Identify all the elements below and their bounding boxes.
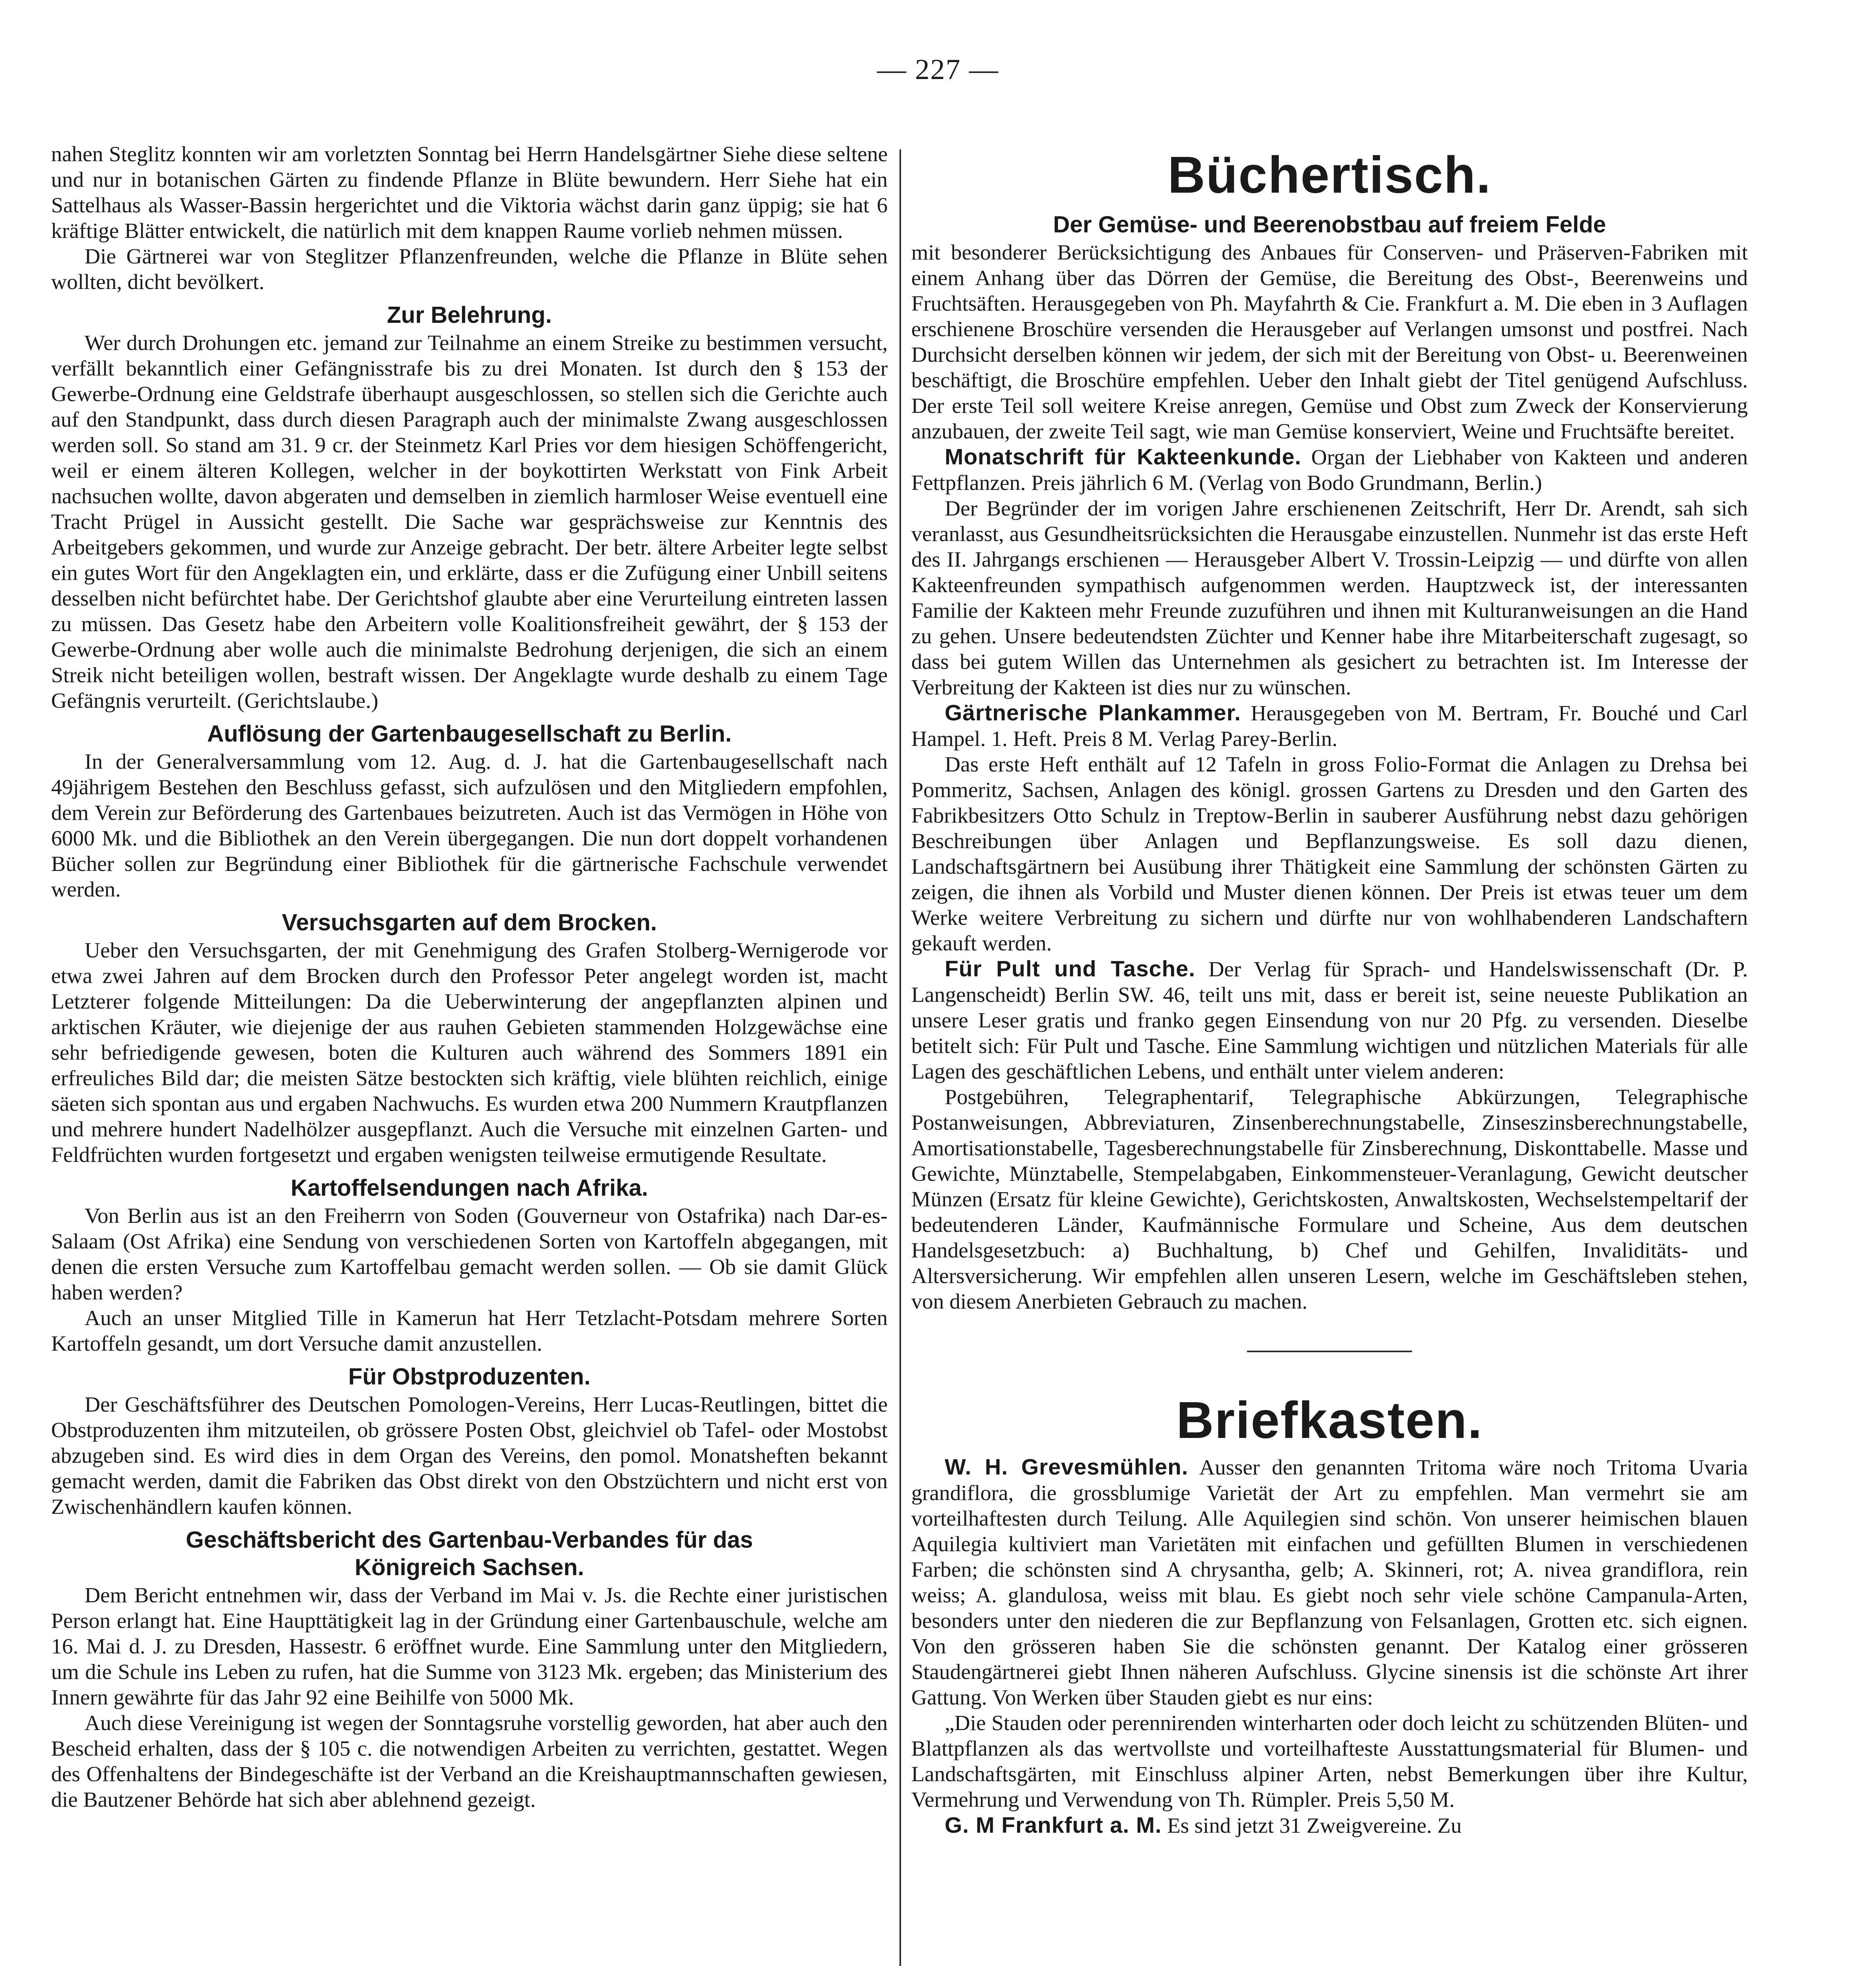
book-entry-title: Für Pult und Tasche.: [945, 956, 1195, 981]
section-paragraph: Ueber den Versuchsgarten, der mit Genehmigung des Grafen Stolberg-Wernigerode vor etwa zwei Jahren auf dem Brocken durch den Professor Peter angelegt worden ist, macht Letzterer folgende Mitteilungen: Da die Ueberwinterung der angepflanzten alpinen und arktischen Kräuter, wie diejenige der aus rauhen Gebieten stammenden Holzgewächse eine sehr befriedigende gewesen, boten die Kulturen auch während des Sommers 1891 ein erfreuliches Bild dar; die meisten Sätze bestockten sich kräftig, viele blühten reichlich, einige säeten sich spontan aus und ergaben Nachwuchs. Es wurden etwa 200 Nummern Krautpflanzen und mehrere hundert Nadelhölzer ausgepflanzt. Auch die Versuche mit einzelnen Garten- und Feldfrüchten wurden fortgesetzt und ergaben wenigsten teilweise ermutigende Resultate.: [51, 939, 888, 1167]
book-entry: [911, 700, 1748, 752]
page-number: — 227 —: [877, 53, 999, 86]
book-entry: [911, 956, 1748, 1084]
book-paragraph: Postgebühren, Telegraphentarif, Telegraphische Abkürzungen, Telegraphische Postanweisungen, Abbreviaturen, Zinsenberechnungstabelle, Zinseszinsberechnungstabelle, Amortisationstabelle, Tagesberechnungstabelle für Zinsberechnung, Diskonttabelle. Masse und Gewichte, Münztabelle, Stempelabgaben, Einkommensteuer-Veranlagung, Gewicht deutscher Münzen (Ersatz für kleine Gewichte), Gerichtskosten, Anwaltskosten, Wechselstempeltarif der bedeutenderen Länder, Kaufmännische Formulare und Scheine, Aus dem deutschen Handelsgesetzbuch: a) Buchhaltung, b) Chef und Gehilfen, Invaliditäts- und Altersversicherung. Wir empfehlen allen unseren Lesern, welche im Geschäftsleben stehen, von diesem Anerbieten Gebrauch zu machen.: [911, 1085, 1748, 1314]
section-heading: [51, 1526, 888, 1581]
book-paragraph: Der Begründer der im vorigen Jahre erschienenen Zeitschrift, Herr Dr. Arendt, sah sich veranlasst, aus Gesundheitsrücksichten die Herausgabe einzustellen. Nunmehr ist das erste Heft des II. Jahrgangs erschienen — Herausgeber Albert V. Trossin-Leipzig — und dürfte von allen Kakteenfreunden sympathisch aufgenommen werden. Hauptzweck ist, der interessanten Familie der Kakteen mehr Freunde zuzuführen und ihnen mit Kulturanweisungen an die Hand zu gehen. Unsere bedeutendsten Züchter und Kenner habe ihre Mitarbeiterschaft zugesagt, so dass bei gutem Willen das Unternehmen als gesichert zu betrachten ist. Im Interesse der Verbreitung der Kakteen ist dies nur zu wünschen.: [911, 497, 1748, 700]
book-entry-text: Organ der Liebhaber von Kakteen und anderen Fettpflanzen. Preis jährlich 6 M. (Verlag von Bodo Grundmann, Berlin.): [911, 445, 1748, 495]
book-paragraph: mit besonderer Berücksichtigung des Anbaues für Conserven- und Präserven-Fabriken mit einem Anhang über das Dörren der Gemüse, die Bereitung des Obst-, Beerenweins und Fruchtsäften. Herausgegeben von Ph. Mayfahrth & Cie. Frankfurt a. M. Die eben in 3 Auflagen erschienene Broschüre versenden die Herausgeber auf Verlangen umsonst und postfrei. Nach Durchsicht derselben können wir jedem, der sich mit der Bereitung von Obst- u. Beerenweinen beschäftigt, die Broschüre empfehlen. Ueber den Inhalt giebt der Titel genügend Aufschluss. Der erste Teil soll weitere Kreise anregen, Gemüse und Obst zum Zweck der Konservierung anzubauen, der zweite Teil sagt, wie man Gemüse konserviert, Weine und Fruchtsäfte bereitet.: [911, 241, 1748, 444]
left-column: [51, 142, 888, 1813]
brief-entry-text: Es sind jetzt 31 Zweigvereine. Zu: [1162, 1814, 1462, 1838]
briefkasten-title: Briefkasten.: [1176, 1391, 1483, 1449]
section-separator: [1247, 1351, 1412, 1352]
book-entry-title: Monatschrift für Kakteenkunde.: [945, 444, 1302, 469]
section-heading: Zur Belehrung.: [387, 302, 552, 328]
book-entry: [911, 444, 1748, 496]
section-heading: Kartoffelsendungen nach Afrika.: [291, 1175, 648, 1201]
buechertisch-title: Büchertisch.: [1168, 146, 1492, 204]
book-entry-title: Gärtnerische Plankammer.: [945, 700, 1241, 725]
section-heading: Auflösung der Gartenbaugesellschaft zu Berlin.: [207, 721, 732, 747]
section-paragraph: Dem Bericht entnehmen wir, dass der Verband im Mai v. Js. die Rechte einer juristischen Person erlangt hat. Eine Haupttätigkeit lag in der Gründung einer Gartenbauschule, welche am 16. Mai d. J. zu Dresden, Hassestr. 6 eröffnet wurde. Eine Sammlung unter den Mitgliedern, um die Schule ins Leben zu rufen, hat die Summe von 3123 Mk. ergeben; das Ministerium des Innern gewährte für das Jahr 92 eine Beihilfe von 5000 Mk.: [51, 1583, 888, 1710]
section-paragraph: Wer durch Drohungen etc. jemand zur Teilnahme an einem Streike zu bestimmen versucht, verfällt bekanntlich einer Gefängnisstrafe bis zu drei Monaten. Ist durch den § 153 der Gewerbe-Ordnung eine Geldstrafe überhaupt ausgeschlossen, so stellen sich die Gerichte auch auf den Standpunkt, dass durch diesen Paragraph auch der minimalste Zwang ausgeschlossen werden soll. So stand am 31. 9 cr. der Steinmetz Karl Pries vor dem hiesigen Schöffengericht, weil er einem älteren Kollegen, welcher in der boykottirten Werkstatt von Fink Arbeit nachsuchen wollte, davon abgeraten und demselben in ziemlich harmloser Weise eventuell eine Tracht Prügel in Aussicht gestellt. Die Sache war gesprächsweise zur Kenntnis des Arbeitgebers gekommen, und wurde zur Anzeige gebracht. Der betr. ältere Arbeiter legte selbst ein gutes Wort für den Angeklagten ein, und erklärte, dass er die Zufügung einer Unbill seitens desselben nicht befürchtet habe. Der Gerichtshof glaubte aber eine Verurteilung eintreten lassen zu müssen. Das Gesetz habe den Arbeitern volle Koalitionsfreiheit gewährt, der § 153 der Gewerbe-Ordnung aber wolle auch die minimalste Bedrohung derjenigen, die sich an einem Streik nicht beteiligen wollen, bestraft wissen. Der Angeklagte wurde deshalb zu einem Tage Gefängnis verurteilt. (Gerichtslaube.): [51, 331, 888, 713]
section-heading-line: Geschäftsbericht des Gartenbau-Verbandes für das: [186, 1527, 753, 1553]
intro-paragraph: nahen Steglitz konnten wir am vorletzten Sonntag bei Herrn Handelsgärtner Siehe diese seltene und nur in botanischen Gärten zu findende Pflanze in Blüte bewundern. Herr Siehe hat ein Sattelhaus als Wasser-Bassin hergerichtet und die Viktoria wächst darin ganz üppig; sie hat 6 kräftige Blätter entwickelt, die natürlich mit dem knappen Raume vorlieb nehmen müssen.: [51, 142, 888, 243]
brief-quote: „Die Stauden oder perennirenden winterharten oder doch leicht zu schützenden Blüten- und Blattpflanzen als das wertvollste und vorteilhafteste Ausstattungsmaterial für Blumen- und Landschaftsgärten, mit Einschluss alpiner Arten, nebst Bemerkungen über ihre Kultur, Vermehrung und Verwendung von Th. Rümpler. Preis 5,50 M.: [911, 1711, 1748, 1812]
brief-entry: [911, 1454, 1748, 1710]
column-divider: [899, 149, 901, 1966]
section-heading: Versuchsgarten auf dem Brocken.: [281, 909, 657, 935]
brief-entry-text: Ausser den genannten Tritoma wäre noch Tritoma Uvaria grandiflora, die grossblumige Varietät der Art zu empfehlen. Man vermehrt sie am vorteilhaftesten durch Teilung. Alle Aquilegien sind schön. Von unserer heimischen blauen Aquilegia kultiviert man Varietäten mit einfachen und gefüllten Blumen in verschiedenen Farben; die schönsten sind A chrysantha, gelb; A. Skinneri, rot; A. nivea grandiflora, rein weiss; A. glandulosa, weiss mit blau. Es giebt noch sehr viele schöne Campanula-Arten, besonders unter den niederen die zur Bepflanzung von Felsanlagen, Grotten etc. sich eignen. Von den grösseren haben Sie die schönsten genannt. Der Katalog einer grösseren Staudengärtnerei giebt Ihnen näheren Aufschluss. Glycine sinensis ist die schönste Art ihrer Gattung. Von Werken über Stauden giebt es nur eins:: [911, 1456, 1748, 1710]
section-paragraph: Auch an unser Mitglied Tille in Kamerun hat Herr Tetzlacht-Potsdam mehrere Sorten Kartoffeln gesandt, um dort Versuche damit anzustellen.: [51, 1306, 888, 1356]
section-paragraph: Der Geschäftsführer des Deutschen Pomologen-Vereins, Herr Lucas-Reutlingen, bittet die Obstproduzenten ihm mitzuteilen, ob grössere Posten Obst, gleichviel ob Tafel- oder Mostobst abzugeben sind. Es wird dies in dem Organ des Vereins, den pomol. Monatsheften bekannt gemacht werden, damit die Fabriken das Obst direkt von den Obstzüchtern und nicht erst von Zwischenhändlern kaufen können.: [51, 1393, 888, 1519]
book-entry-text: Herausgegeben von M. Bertram, Fr. Bouché und Carl Hampel. 1. Heft. Preis 8 M. Verlag Parey-Berlin.: [911, 701, 1748, 751]
section-paragraph: In der Generalversammlung vom 12. Aug. d. J. hat die Gartenbaugesellschaft nach 49jährigem Bestehen den Beschluss gefasst, sich aufzulösen und den Mitgliedern empfohlen, dem Verein zur Beförderung des Gartenbaues beizutreten. Auch ist das Vermögen in Höhe von 6000 Mk. und die Bibliothek an den Verein übergegangen. Die nun dort doppelt vorhandenen Bücher sollen zur Begründung einer Bibliothek für die gärtnerische Fachschule verwendet werden.: [51, 750, 888, 902]
book-heading: Der Gemüse- und Beerenobstbau auf freiem Felde: [1053, 212, 1606, 237]
section-heading-line: Königreich Sachsen.: [355, 1554, 584, 1580]
brief-entry-title: W. H. Grevesmühlen.: [945, 1454, 1188, 1480]
section-heading: Für Obstproduzenten.: [348, 1364, 591, 1390]
right-column: [911, 142, 1748, 1839]
brief-entry-title: G. M Frankfurt a. M.: [945, 1813, 1162, 1838]
brief-entry: [911, 1813, 1748, 1839]
section-paragraph: Auch diese Vereinigung ist wegen der Sonntagsruhe vorstellig geworden, hat aber auch den Bescheid erhalten, dass der § 105 c. die notwendigen Arbeiten zu verrichten, gestattet. Wegen des Offenhaltens der Bindegeschäfte ist der Verband an die Kreishauptmannschaften gewiesen, die Bautzener Behörde hat sich aber ablehnend gezeigt.: [51, 1711, 888, 1812]
book-entry-text: Der Verlag für Sprach- und Handelswissenschaft (Dr. P. Langenscheidt) Berlin SW. 46, teilt uns mit, dass er bereit ist, seine neueste Publikation an unsere Leser gratis und franko gegen Einsendung von nur 20 Pfg. zu versenden. Dieselbe betitelt sich: Für Pult und Tasche. Eine Sammlung wichtigen und nützlichen Materials für alle Lagen des geschäftlichen Lebens, und enthält unter vielem anderen:: [911, 957, 1748, 1084]
section-paragraph: Von Berlin aus ist an den Freiherrn von Soden (Gouverneur von Ostafrika) nach Dar-es-Salaam (Ost Afrika) eine Sendung von verschiedenen Sorten von Kartoffeln abgegangen, mit denen die ersten Versuche zum Kartoffelbau gemacht werden sollen. — Ob sie damit Glück haben werden?: [51, 1204, 888, 1305]
book-paragraph: Das erste Heft enthält auf 12 Tafeln in gross Folio-Format die Anlagen zu Drehsa bei Pommeritz, Sachsen, Anlagen des königl. grossen Gartens zu Dresden und den Garten des Fabrikbesitzers Otto Schulz in Treptow-Berlin in sauberer Ausführung nebst dazu gehörigen Beschreibungen über Anlagen und Bepflanzungsweise. Es soll dazu dienen, Landschaftsgärtnern bei Ausübung ihrer Thätigkeit eine Sammlung der schönsten Gärten zu zeigen, die ihnen als Vorbild und Muster dienen können. Der Preis ist etwas teuer um dem Werke weitere Verbreitung zu sichern und dürfte nur von wohlhabenderen Landschaftern gekauft werden.: [911, 753, 1748, 955]
intro-paragraph: Die Gärtnerei war von Steglitzer Pflanzenfreunden, welche die Pflanze in Blüte sehen wollten, dicht bevölkert.: [51, 245, 888, 294]
